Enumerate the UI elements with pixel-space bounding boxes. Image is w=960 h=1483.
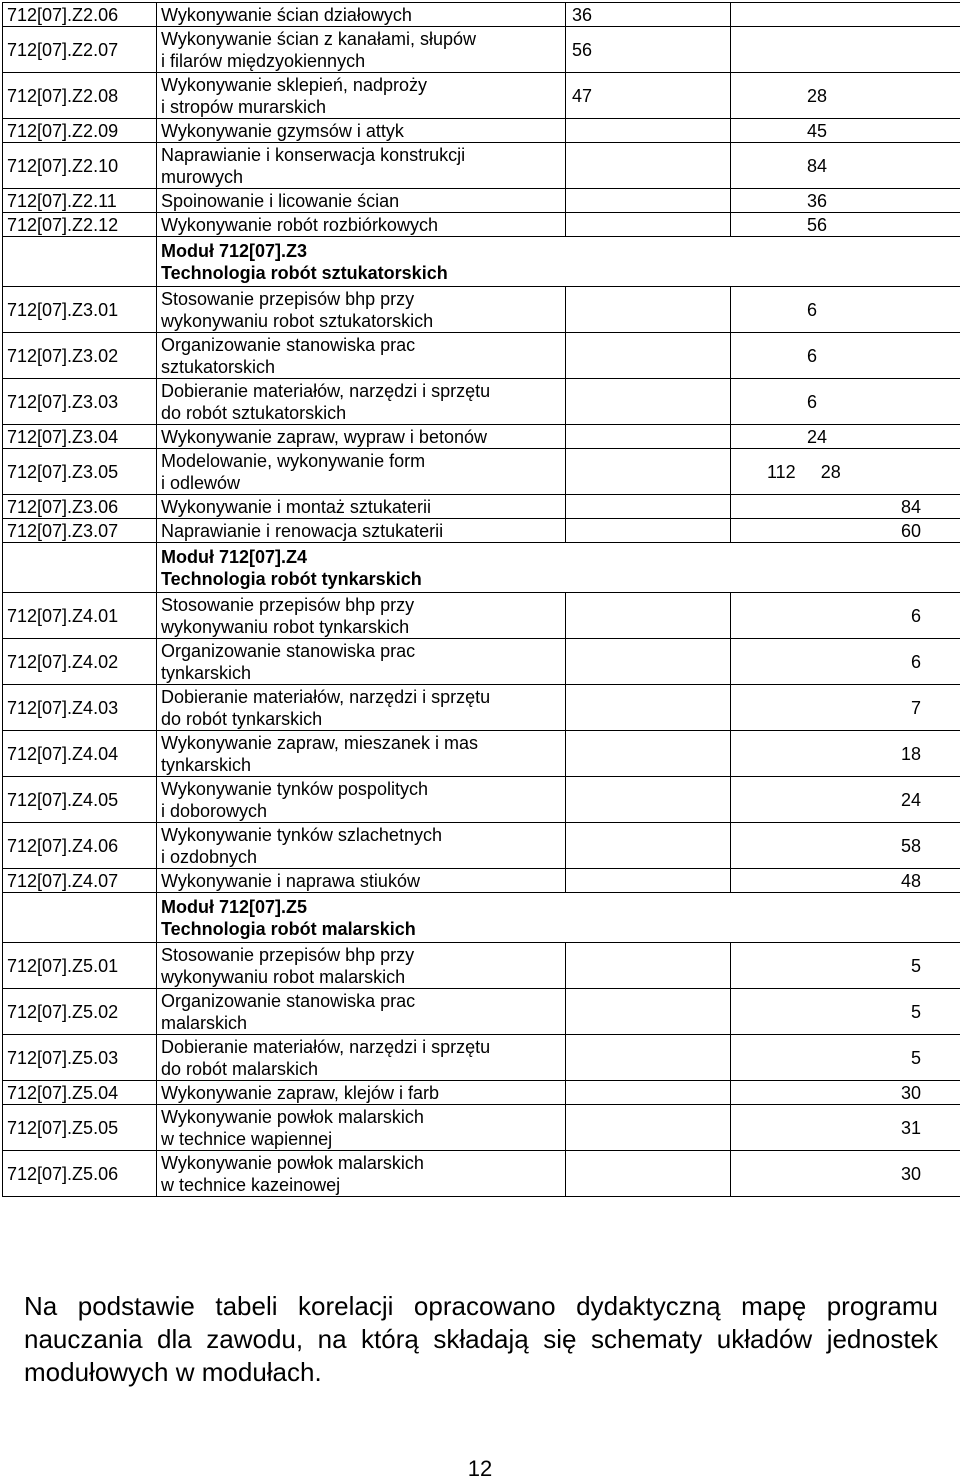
module-header-row	[3, 237, 960, 287]
table-row	[3, 943, 960, 989]
hours-cell	[566, 379, 731, 425]
unit-name	[157, 869, 566, 893]
hours-cell: 5	[731, 1035, 960, 1081]
unit-name-line: Stosowanie przepisów bhp przy	[161, 944, 415, 965]
unit-name-line: Wykonywanie sklepień, nadproży	[161, 74, 427, 95]
unit-code: 712[07].Z3.04	[3, 425, 157, 449]
hours-cell: 36	[731, 189, 960, 213]
unit-name-line: Wykonywanie ścian działowych	[161, 4, 412, 25]
unit-name-line: wykonywaniu robot tynkarskich	[161, 616, 410, 637]
hours-cell: 56	[566, 27, 731, 73]
empty-cell	[3, 893, 157, 943]
unit-code: 712[07].Z2.09	[3, 119, 157, 143]
unit-name-line: sztukatorskich	[161, 356, 276, 377]
unit-name-line: Wykonywanie i naprawa stiuków	[161, 870, 420, 891]
unit-name	[157, 213, 566, 237]
hours-cell	[566, 213, 731, 237]
table-row	[3, 3, 960, 27]
unit-name	[157, 989, 566, 1035]
hours-cell: 31	[731, 1105, 960, 1151]
table-row	[3, 639, 960, 685]
hours-cell: 6	[731, 287, 960, 333]
correlation-table-body	[3, 3, 960, 1197]
unit-name-line: Modelowanie, wykonywanie form	[161, 450, 426, 471]
unit-code: 712[07].Z3.05	[3, 449, 157, 495]
module-title-line: Technologia robót sztukatorskich	[161, 262, 448, 283]
unit-code: 712[07].Z5.05	[3, 1105, 157, 1151]
table-row	[3, 495, 960, 519]
unit-name	[157, 593, 566, 639]
hours-cell: 45	[731, 119, 960, 143]
table-row	[3, 685, 960, 731]
hours-cell: 36	[566, 3, 731, 27]
unit-name-line: tynkarskich	[161, 662, 252, 683]
table-row	[3, 73, 960, 119]
unit-name-line: Dobieranie materiałów, narzędzi i sprzętu	[161, 380, 491, 401]
unit-code: 712[07].Z4.02	[3, 639, 157, 685]
unit-code: 712[07].Z4.04	[3, 731, 157, 777]
unit-name	[157, 27, 566, 73]
unit-name	[157, 639, 566, 685]
unit-name	[157, 1151, 566, 1197]
table-row	[3, 731, 960, 777]
unit-code: 712[07].Z2.08	[3, 73, 157, 119]
module-header-row	[3, 543, 960, 593]
unit-name	[157, 379, 566, 425]
unit-name-line: Organizowanie stanowiska prac	[161, 334, 416, 355]
unit-name-line: Wykonywanie powłok malarskich	[161, 1106, 424, 1127]
unit-code: 712[07].Z2.11	[3, 189, 157, 213]
unit-code: 712[07].Z2.10	[3, 143, 157, 189]
hours-cell	[566, 1081, 731, 1105]
hours-cell: 5	[731, 989, 960, 1035]
unit-name-line: Naprawianie i konserwacja konstrukcji	[161, 144, 466, 165]
hours-cell	[566, 1105, 731, 1151]
unit-code: 712[07].Z5.04	[3, 1081, 157, 1105]
unit-name	[157, 943, 566, 989]
unit-name	[157, 3, 566, 27]
hours-cell	[566, 943, 731, 989]
hours-cell: 6	[731, 639, 960, 685]
unit-code: 712[07].Z5.01	[3, 943, 157, 989]
unit-name-line: Wykonywanie tynków pospolitych	[161, 778, 428, 799]
hours-cell	[566, 287, 731, 333]
unit-code: 712[07].Z3.01	[3, 287, 157, 333]
table-row	[3, 189, 960, 213]
unit-code: 712[07].Z3.07	[3, 519, 157, 543]
hours-cell	[566, 1151, 731, 1197]
hours-cell: 28	[731, 73, 960, 119]
unit-name-line: Stosowanie przepisów bhp przy	[161, 288, 415, 309]
hours-cell: 30	[731, 1081, 960, 1105]
unit-name	[157, 1081, 566, 1105]
hours-cell	[566, 731, 731, 777]
unit-name-line: Wykonywanie robót rozbiórkowych	[161, 214, 438, 235]
hours-cell	[566, 823, 731, 869]
unit-code: 712[07].Z2.07	[3, 27, 157, 73]
unit-name	[157, 449, 566, 495]
unit-name-line: Wykonywanie zapraw, klejów i farb	[161, 1082, 439, 1103]
hours-cell	[566, 189, 731, 213]
hours-cell: 56	[731, 213, 960, 237]
unit-name	[157, 73, 566, 119]
unit-name-line: Wykonywanie tynków szlachetnych	[161, 824, 442, 845]
unit-name-line: w technice kazeinowej	[161, 1174, 341, 1195]
empty-cell	[3, 237, 157, 287]
hours-cell	[566, 333, 731, 379]
module-title-line: Moduł 712[07].Z3	[161, 240, 308, 261]
unit-name-line: i odlewów	[161, 472, 241, 493]
summary-paragraph: Na podstawie tabeli korelacji opracowano dydaktyczną mapę programu nauczania dla zawodu, na którą składają się schematy układów jednostek modułowych w modułach.	[24, 1291, 938, 1387]
unit-code: 712[07].Z5.03	[3, 1035, 157, 1081]
hours-cell	[566, 685, 731, 731]
unit-code: 712[07].Z4.05	[3, 777, 157, 823]
unit-name-line: wykonywaniu robot malarskich	[161, 966, 406, 987]
hours-cell	[566, 869, 731, 893]
unit-code: 712[07].Z4.01	[3, 593, 157, 639]
hours-cell: 47	[566, 73, 731, 119]
unit-name-line: Wykonywanie gzymsów i attyk	[161, 120, 404, 141]
hours-cell: 84	[731, 143, 960, 189]
unit-name-line: Wykonywanie zapraw, wypraw i betonów	[161, 426, 487, 447]
module-title-line: Moduł 712[07].Z5	[161, 896, 308, 917]
table-row	[3, 333, 960, 379]
table-row	[3, 519, 960, 543]
hours-cell: 18	[731, 731, 960, 777]
unit-code: 712[07].Z4.03	[3, 685, 157, 731]
hours-cell	[566, 519, 731, 543]
unit-name-line: malarskich	[161, 1012, 248, 1033]
module-header-row	[3, 893, 960, 943]
unit-name-line: Stosowanie przepisów bhp przy	[161, 594, 415, 615]
unit-code: 712[07].Z5.06	[3, 1151, 157, 1197]
empty-cell	[3, 543, 157, 593]
hours-cell: 24	[731, 425, 960, 449]
table-row	[3, 989, 960, 1035]
unit-name	[157, 1105, 566, 1151]
module-title	[157, 893, 960, 943]
table-row	[3, 1151, 960, 1197]
unit-name-line: i filarów międzyokiennych	[161, 50, 366, 71]
correlation-table	[2, 2, 960, 1197]
unit-name-line: w technice wapiennej	[161, 1128, 333, 1149]
unit-name	[157, 777, 566, 823]
unit-name-line: Wykonywanie ścian z kanałami, słupów	[161, 28, 476, 49]
hours-cell: 84	[731, 495, 960, 519]
module-title-line: Moduł 712[07].Z4	[161, 546, 308, 567]
hours-cell	[731, 27, 960, 73]
unit-name-line: Naprawianie i renowacja sztukaterii	[161, 520, 444, 541]
table-row	[3, 287, 960, 333]
table-row	[3, 27, 960, 73]
unit-name	[157, 731, 566, 777]
hours-cell: 112 28	[731, 449, 960, 495]
hours-cell	[566, 639, 731, 685]
unit-code: 712[07].Z2.12	[3, 213, 157, 237]
hours-cell	[731, 3, 960, 27]
table-row	[3, 213, 960, 237]
table-row	[3, 823, 960, 869]
hours-cell	[566, 495, 731, 519]
unit-code: 712[07].Z2.06	[3, 3, 157, 27]
unit-name-line: Wykonywanie powłok malarskich	[161, 1152, 424, 1173]
module-title-line: Technologia robót malarskich	[161, 918, 416, 939]
unit-name-line: Wykonywanie zapraw, mieszanek i mas	[161, 732, 478, 753]
unit-name	[157, 823, 566, 869]
hours-cell: 7	[731, 685, 960, 731]
table-row	[3, 1081, 960, 1105]
hours-cell	[566, 777, 731, 823]
hours-cell	[566, 143, 731, 189]
hours-cell: 48	[731, 869, 960, 893]
unit-name-line: Wykonywanie i montaż sztukaterii	[161, 496, 431, 517]
table-row	[3, 425, 960, 449]
table-row	[3, 1035, 960, 1081]
unit-name-line: i doborowych	[161, 800, 268, 821]
table-row	[3, 777, 960, 823]
unit-name	[157, 425, 566, 449]
table-row	[3, 869, 960, 893]
unit-name-line: i stropów murarskich	[161, 96, 327, 117]
hours-cell	[566, 1035, 731, 1081]
unit-name	[157, 287, 566, 333]
unit-name	[157, 333, 566, 379]
hours-cell: 24	[731, 777, 960, 823]
unit-name-line: murowych	[161, 166, 244, 187]
page-number: 12	[467, 1456, 493, 1481]
hours-cell: 30	[731, 1151, 960, 1197]
unit-name-line: wykonywaniu robot sztukatorskich	[161, 310, 434, 331]
unit-name	[157, 519, 566, 543]
hours-cell	[566, 989, 731, 1035]
unit-name-line: Spoinowanie i licowanie ścian	[161, 190, 400, 211]
unit-name	[157, 1035, 566, 1081]
hours-cell	[566, 119, 731, 143]
unit-name-line: tynkarskich	[161, 754, 252, 775]
hours-cell: 60	[731, 519, 960, 543]
module-title	[157, 543, 960, 593]
hours-cell: 5	[731, 943, 960, 989]
unit-code: 712[07].Z3.02	[3, 333, 157, 379]
unit-name	[157, 143, 566, 189]
unit-code: 712[07].Z3.03	[3, 379, 157, 425]
hours-cell: 6	[731, 333, 960, 379]
table-row	[3, 119, 960, 143]
unit-name-line: do robót malarskich	[161, 1058, 319, 1079]
hours-cell: 6	[731, 379, 960, 425]
unit-code: 712[07].Z3.06	[3, 495, 157, 519]
hours-cell: 58	[731, 823, 960, 869]
unit-name	[157, 119, 566, 143]
table-row	[3, 143, 960, 189]
unit-name-line: Organizowanie stanowiska prac	[161, 990, 416, 1011]
unit-code: 712[07].Z5.02	[3, 989, 157, 1035]
table-row	[3, 1105, 960, 1151]
hours-cell	[566, 593, 731, 639]
unit-name-line: do robót tynkarskich	[161, 708, 323, 729]
unit-name	[157, 495, 566, 519]
hours-cell	[566, 449, 731, 495]
module-title	[157, 237, 960, 287]
table-row	[3, 593, 960, 639]
table-row	[3, 379, 960, 425]
module-title-line: Technologia robót tynkarskich	[161, 568, 422, 589]
unit-name-line: Dobieranie materiałów, narzędzi i sprzętu	[161, 1036, 491, 1057]
hours-cell: 6	[731, 593, 960, 639]
unit-name	[157, 189, 566, 213]
table-row	[3, 449, 960, 495]
unit-name-line: Dobieranie materiałów, narzędzi i sprzętu	[161, 686, 491, 707]
unit-name-line: i ozdobnych	[161, 846, 258, 867]
hours-cell	[566, 425, 731, 449]
unit-code: 712[07].Z4.07	[3, 869, 157, 893]
unit-code: 712[07].Z4.06	[3, 823, 157, 869]
unit-name-line: Organizowanie stanowiska prac	[161, 640, 416, 661]
unit-name	[157, 685, 566, 731]
unit-name-line: do robót sztukatorskich	[161, 402, 347, 423]
